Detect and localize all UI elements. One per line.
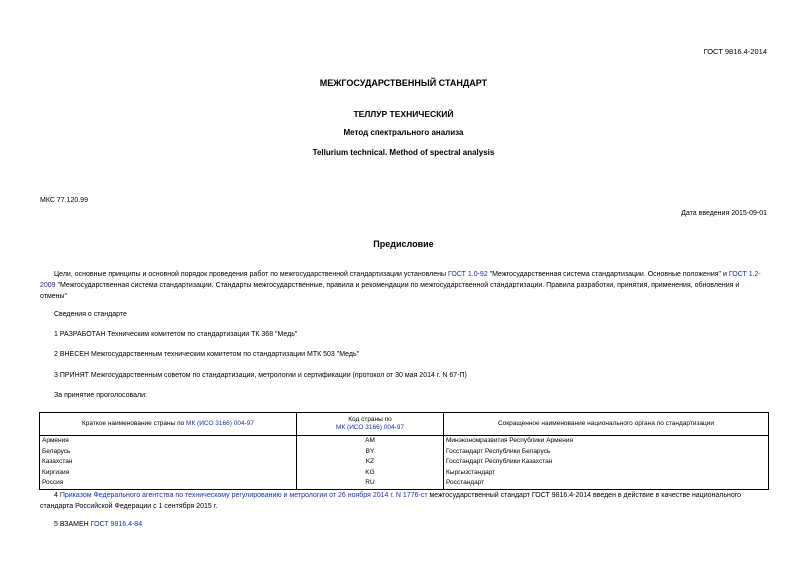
country-name-header (40, 413, 297, 436)
table-header-row (40, 413, 769, 436)
table-row (40, 478, 769, 489)
foreword-paragraph (40, 269, 768, 302)
item-5 (54, 521, 142, 528)
gost-1-2-2009-link[interactable]: ГОСТ 1.2-2009 (40, 271, 761, 289)
mk-iso-3166-link[interactable]: МК (ИСО 3166) 004-97 (336, 424, 404, 431)
code-cell: BY (297, 447, 444, 458)
mk-iso-3166-link[interactable]: МК (ИСО 3166) 004-97 (186, 420, 254, 427)
english-title: Tellurium technical. Method of spectral analysis (312, 148, 495, 157)
table-row (40, 447, 769, 458)
org-cell: Росстандарт (444, 478, 769, 489)
org-cell: Минэкономразвития Республики Армения (444, 436, 769, 447)
mks-code: МКС 77.120.99 (40, 197, 88, 204)
method-title: Метод спектрального анализа (343, 128, 464, 137)
intro-date: Дата введения 2015-09-01 (681, 210, 767, 217)
table-row (40, 436, 769, 447)
item-2: 2 ВНЕСЕН Межгосударственным техническим комитетом по стандартизации МТК 503 "Медь" (54, 351, 360, 358)
paragraph-text: "Межгосударственная система стандартизации. Стандарты межгосударственные, правила и рекомендации по межгосударственной стандартизации. Правила разработки, принятия, применения, обновления и отмены" (40, 282, 740, 300)
org-cell: Госстандарт Республики Беларусь (444, 447, 769, 458)
code-cell: RU (297, 478, 444, 489)
org-cell: Кыргызстандарт (444, 468, 769, 479)
info-heading: Сведения о стандарте (54, 311, 127, 318)
national-body-header: Сокращенное наименование национального органа по стандартизации (444, 413, 769, 436)
paragraph-text: 4 (54, 492, 60, 499)
item-4 (40, 490, 768, 512)
country-cell: Киргизия (40, 468, 297, 479)
item-3: 3 ПРИНЯТ Межгосударственным советом по стандартизации, метрологии и сертификации (протокол от 30 мая 2014 г. N 67-П) (54, 372, 467, 379)
code-cell: AM (297, 436, 444, 447)
code-cell: KG (297, 468, 444, 479)
code-cell: KZ (297, 457, 444, 468)
gost-9816-4-84-link[interactable]: ГОСТ 9816.4-84 (90, 521, 143, 528)
voting-countries-table (39, 412, 769, 490)
standard-type-title: МЕЖГОСУДАРСТВЕННЫЙ СТАНДАРТ (319, 78, 488, 88)
country-cell: Беларусь (40, 447, 297, 458)
table-row (40, 468, 769, 479)
country-cell: Казахстан (40, 457, 297, 468)
paragraph-text: межгосударственный стандарт ГОСТ 9816.4-2014 введен в действие в качестве национального стандарта Российской Федерации с 1 сентября 2015 г. (40, 492, 742, 510)
paragraph-text: "Межгосударственная система стандартизации. Основные положения" и (487, 271, 729, 278)
paragraph-text: Цели, основные принципы и основной порядок проведения работ по межгосударственной стандартизации установлены (54, 271, 448, 278)
country-cell: Армения (40, 436, 297, 447)
header-text: Краткое наименование страны по (82, 420, 187, 427)
document-code: ГОСТ 9816.4-2014 (703, 47, 767, 56)
order-link[interactable]: Приказом Федерального агентства по техническому регулированию и метрологии от 26 ноября 2014 г. N 1776-ст (59, 492, 428, 499)
gost-1-0-92-link[interactable]: ГОСТ 1.0-92 (447, 271, 488, 278)
product-title: ТЕЛЛУР ТЕХНИЧЕСКИЙ (353, 109, 454, 119)
country-cell: Россия (40, 478, 297, 489)
header-text: Код страны по (348, 416, 392, 423)
country-code-header (297, 413, 444, 436)
item-text: 5 ВЗАМЕН (54, 521, 91, 528)
item-1: 1 РАЗРАБОТАН Техническим комитетом по стандартизации ТК 368 "Медь" (54, 331, 298, 338)
org-cell: Госстандарт Республики Казахстан (444, 457, 769, 468)
voted-label: За принятие проголосовали: (54, 392, 147, 399)
foreword-heading: Предисловие (373, 239, 434, 249)
table-row (40, 457, 769, 468)
